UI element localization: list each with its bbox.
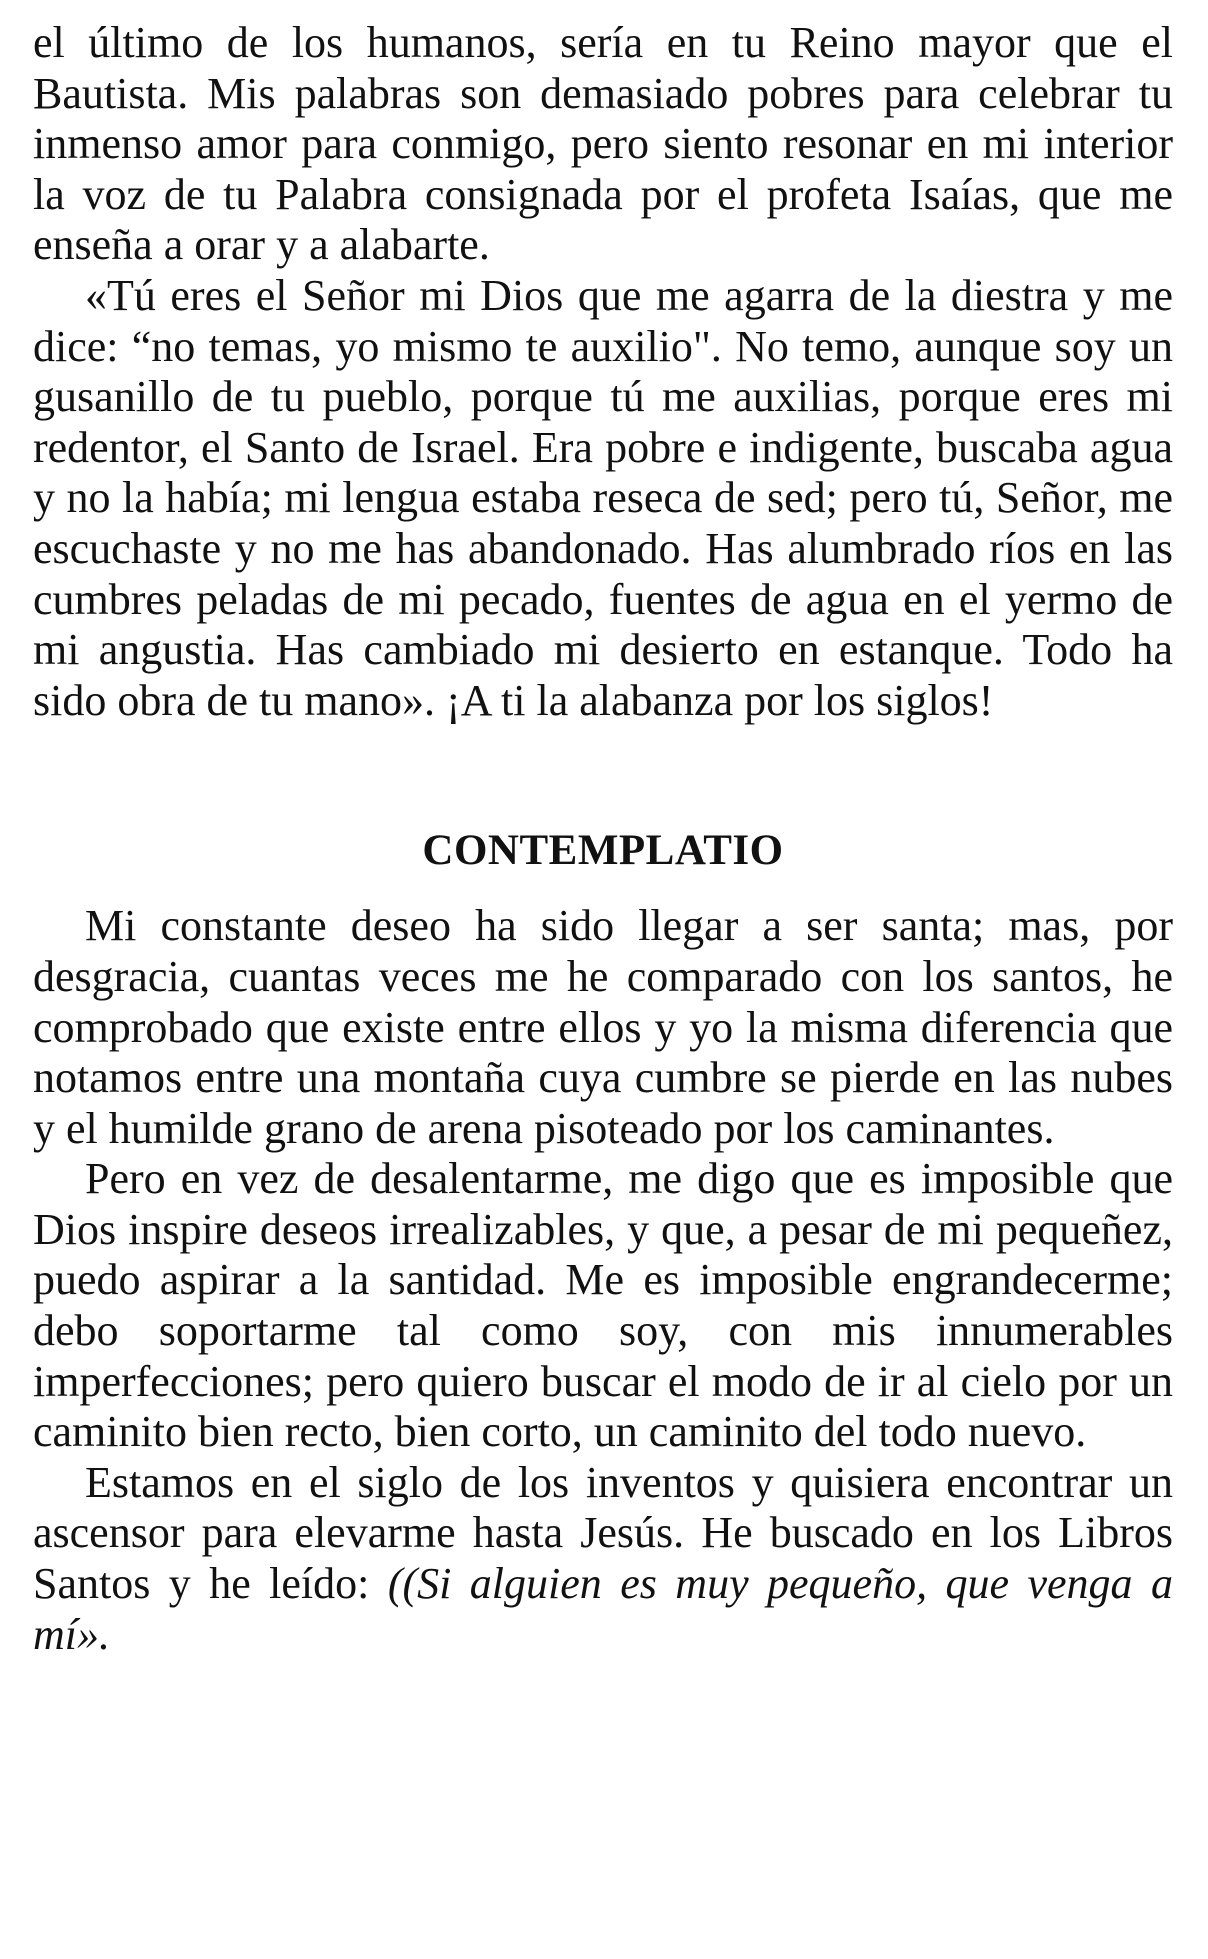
section-heading: CONTEMPLATIO: [422, 827, 784, 875]
paragraph-ascensor-text: Estamos en el siglo de los inventos y quisiera encontrar un ascensor para elevarme hasta Jesús. He buscado en los Libros Santos y he leído:: [33, 1457, 1173, 1609]
paragraph-deseo-santa: Mi constante deseo ha sido llegar a ser santa; mas, por desgracia, cuantas veces me he comparado con los santos, he comprobado que existe entre ellos y yo la misma diferencia que notamos entre una montaña cuya cumbre se pierde en las nubes y el humilde grano de arena pisoteado por los caminantes.: [33, 901, 1173, 1153]
book-page: [33, 18, 1173, 1660]
paragraph-caminito: Pero en vez de desalentarme, me digo que es imposible que Dios inspire deseos irrealizables, y que, a pesar de mi pequeñez, puedo aspirar a la santidad. Me es imposible engrandecerme; debo soportarme tal como soy, con mis innumerables imperfecciones; pero quiero buscar el modo de ir al cielo por un caminito bien recto, bien corto, un caminito del todo nuevo.: [33, 1154, 1173, 1457]
paragraph-continuation: el último de los humanos, sería en tu Reino mayor que el Bautista. Mis palabras son demasiado pobres para celebrar tu inmenso amor para conmigo, pero siento resonar en mi interior la voz de tu Palabra consignada por el profeta Isaías, que me enseña a orar y a alabarte.: [33, 18, 1173, 270]
quote-italic: ((Si alguien es muy pequeño, que venga a mí».: [33, 1559, 1173, 1659]
paragraph-ascensor: [33, 1458, 1173, 1660]
paragraph-prayer-isaias: «Tú eres el Señor mi Dios que me agarra de la diestra y me dice: “no temas, yo mismo te auxilio". No temo, aunque soy un gusanillo de tu pueblo, porque tú me auxilias, porque eres mi redentor, el Santo de Israel. Era pobre e indigente, buscaba agua y no la había; mi lengua estaba reseca de sed; pero tú, Señor, me escuchaste y no me has abandonado. Has alumbrado ríos en las cumbres peladas de mi pecado, fuentes de agua en el yermo de mi angustia. Has cambiado mi desierto en estanque. Todo ha sido obra de tu mano». ¡A ti la alabanza por los siglos!: [33, 270, 1173, 725]
